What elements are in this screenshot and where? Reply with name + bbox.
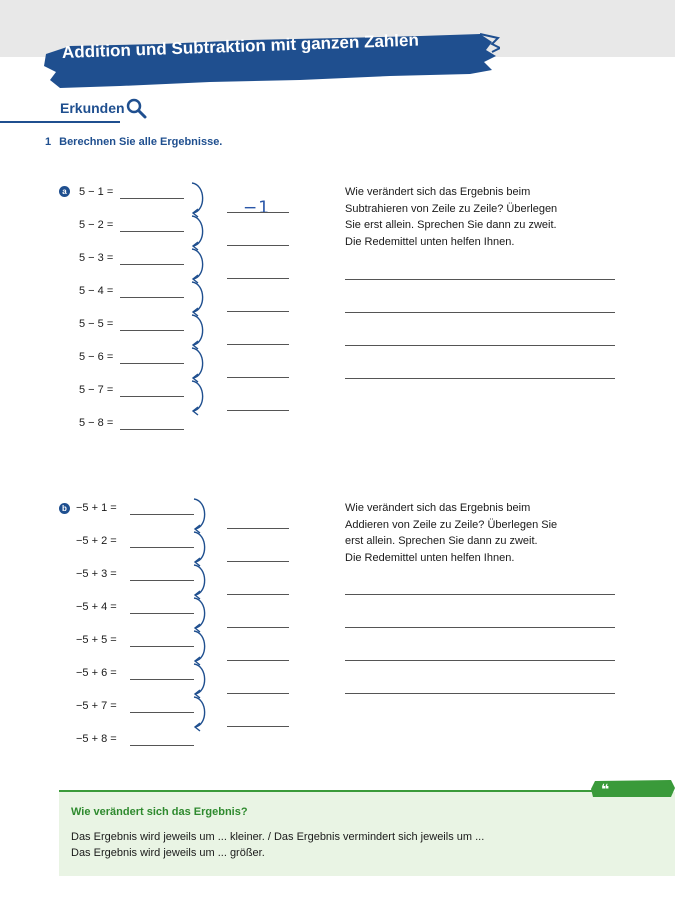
question-line: erst allein. Sprechen Sie dann zu zweit.: [345, 535, 538, 547]
task-number: 1: [45, 136, 52, 148]
question-line: Die Redemittel unten helfen Ihnen.: [345, 551, 515, 564]
difference-blank[interactable]: [227, 377, 289, 378]
quote-tag-icon: [591, 779, 675, 798]
equation-label: −5 + 7 =: [76, 700, 117, 712]
question-line: Die Redemittel unten helfen Ihnen.: [345, 235, 515, 248]
curved-arrow-icon: [192, 249, 203, 279]
phrase-line: Das Ergebnis wird jeweils um ... größer.: [71, 847, 265, 859]
curved-arrow-icon: [192, 381, 203, 411]
svg-text:❝: ❝: [601, 782, 610, 798]
question-line: Sie erst allein. Sprechen Sie dann zu zweit.: [345, 219, 557, 231]
equation-label: −5 + 5 =: [76, 634, 117, 646]
equation-label: 5 − 3 =: [79, 252, 114, 264]
difference-blank[interactable]: [227, 594, 289, 595]
difference-blank[interactable]: [227, 410, 289, 411]
difference-blank[interactable]: [227, 528, 289, 529]
part-a-badge: a: [59, 186, 70, 197]
curved-arrow-icon: [192, 183, 203, 213]
curved-arrow-icon: [194, 532, 205, 562]
curved-arrow-icon: [192, 216, 203, 246]
difference-blank[interactable]: [227, 726, 289, 727]
equation-label: −5 + 6 =: [76, 667, 117, 679]
phrase-box-title: Wie verändert sich das Ergebnis?: [71, 806, 248, 818]
question-line: Wie verändert sich das Ergebnis beim: [345, 186, 531, 198]
handwritten-difference: −1: [243, 198, 271, 218]
difference-blank[interactable]: [227, 245, 289, 246]
difference-blank[interactable]: [227, 278, 289, 279]
phrase-line: Das Ergebnis wird jeweils um ... kleiner. / Das Ergebnis vermindert sich jeweils um ...: [71, 831, 485, 843]
page-title: Addition und Subtraktion mit ganzen Zahlen: [61, 30, 420, 62]
equation-label: −5 + 2 =: [76, 535, 117, 547]
equation-label: 5 − 8 =: [79, 417, 114, 429]
curved-arrow-icon: [194, 631, 205, 661]
curved-arrow-icon: [194, 697, 205, 727]
curved-arrow-icon: [194, 499, 205, 529]
curved-arrow-icon: [192, 282, 203, 312]
equation-label: 5 − 4 =: [79, 285, 114, 297]
curved-arrow-icon: [194, 664, 205, 694]
difference-blank[interactable]: [227, 627, 289, 628]
difference-blank[interactable]: [227, 344, 289, 345]
difference-blank[interactable]: [227, 212, 289, 213]
difference-blank[interactable]: [227, 660, 289, 661]
curved-arrow-icon: [192, 315, 203, 345]
question-line: Addieren von Zeile zu Zeile? Überlegen Sie: [345, 518, 558, 531]
equation-label: −5 + 4 =: [76, 601, 117, 613]
equation-label: −5 + 3 =: [76, 568, 117, 580]
equation-label: −5 + 1 =: [76, 502, 117, 514]
curved-arrow-icon: [192, 348, 203, 378]
question-line: Wie verändert sich das Ergebnis beim: [345, 502, 531, 514]
equation-label: 5 − 2 =: [79, 219, 114, 231]
difference-blank[interactable]: [227, 561, 289, 562]
question-line: Subtrahieren von Zeile zu Zeile? Überlegen: [345, 202, 558, 215]
equation-label: 5 − 5 =: [79, 318, 114, 330]
curved-arrow-icon: [194, 598, 205, 628]
section-label: Erkunden: [60, 100, 125, 116]
equation-label: 5 − 6 =: [79, 351, 114, 363]
task-instruction: Berechnen Sie alle Ergebnisse.: [59, 136, 223, 148]
part-b-badge: b: [59, 503, 70, 514]
equation-label: −5 + 8 =: [76, 733, 117, 745]
difference-blank[interactable]: [227, 311, 289, 312]
curved-arrow-icon: [194, 565, 205, 595]
equation-label: 5 − 1 =: [79, 186, 114, 198]
phrase-box-rule: [59, 790, 609, 792]
difference-blank[interactable]: [227, 693, 289, 694]
equation-label: 5 − 7 =: [79, 384, 114, 396]
